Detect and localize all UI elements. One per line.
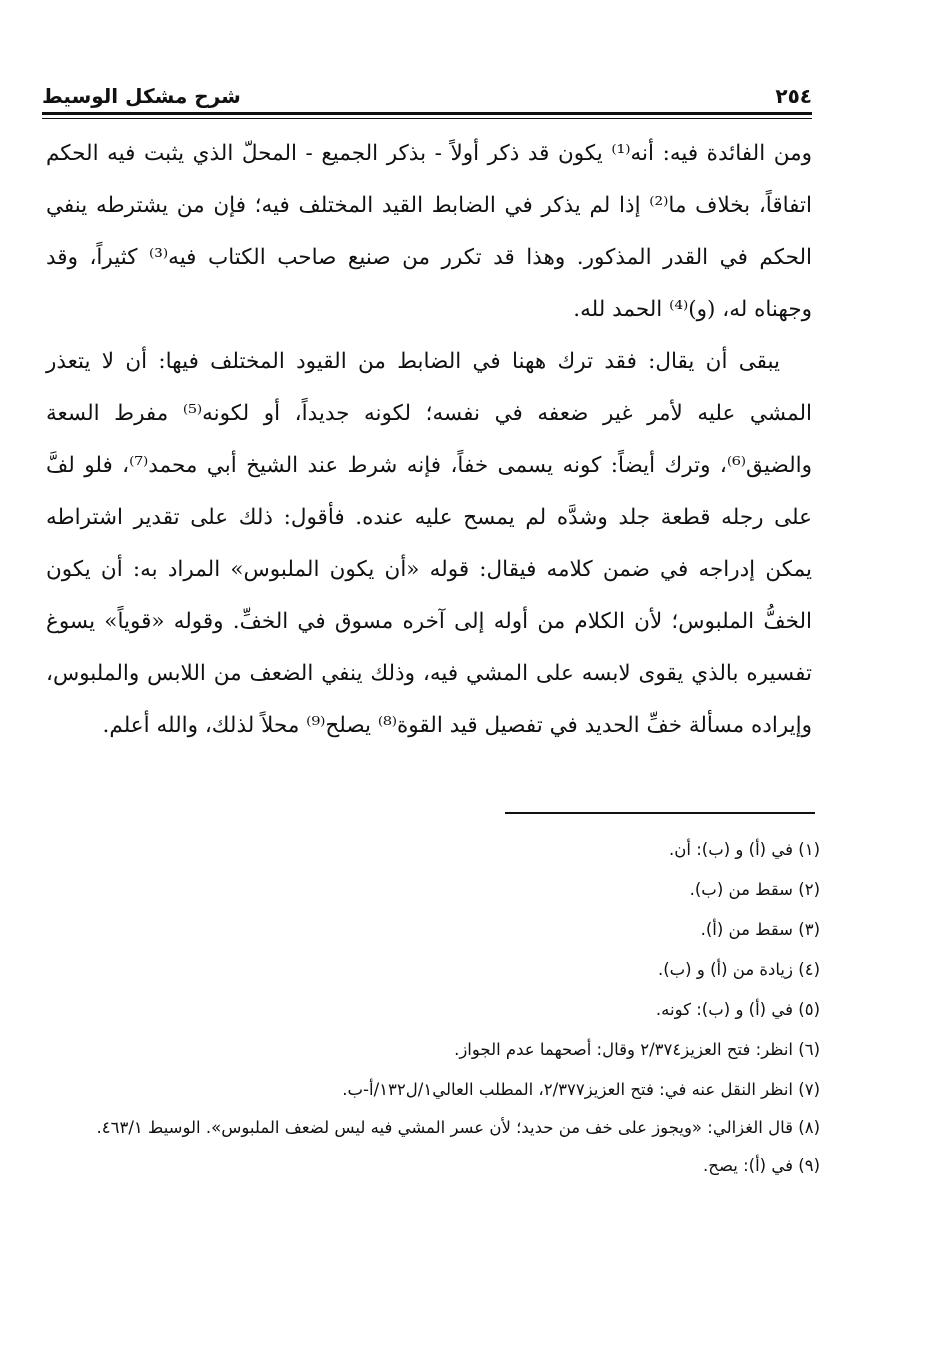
header-rule-thin xyxy=(42,118,812,119)
footnote-8: (٨) قال الغزالي: «ويجوز على خف من حديد؛ لأن عسر المشي فيه ليس لضعف الملبوس». الوسيط ٤٦٣/١. xyxy=(96,1118,820,1137)
paragraph-2: يبقى أن يقال: فقد ترك ههنا في الضابط من القيود المختلف فيها: أن لا يتعذر المشي عليه لأمر غير ضعفه في نفسه؛ لكونه جديداً، أو لكونه⁽⁵⁾ مفرط السعة والضيق⁽⁶⁾، وترك أيضاً: كونه يسمى خفاً، فإنه شرط عند الشيخ أبي محمد⁽⁷⁾، فلو لفَّ على رجله قطعة جلد وشدَّه لم يمسح عليه عنده. فأقول: ذلك على تقدير اشتراطه يمكن إدراجه في ضمن كلامه فيقال: قوله «أن يكون الملبوس» المراد به: أن يكون الخفُّ الملبوس؛ لأن الكلام من أوله إلى آخره مسوق في الخفِّ. وقوله «قوياً» يسوغ تفسيره بالذي يقوى لابسه على المشي فيه، وذلك ينفي الضعف من اللابس والملبوس، وإيراده مسألة خفِّ الحديد في تفصيل قيد القوة⁽⁸⁾ يصلح⁽⁹⁾ محلاً لذلك، والله أعلم. xyxy=(46,349,813,738)
footnote-4: (٤) زيادة من (أ) و (ب). xyxy=(657,960,820,979)
footnote-9: (٩) في (أ): يصح. xyxy=(703,1156,820,1175)
footnote-2: (٢) سقط من (ب). xyxy=(689,880,820,899)
header-rule-thick xyxy=(42,112,812,115)
footnote-6: (٦) انظر: فتح العزيز٢/٣٧٤ وقال: أصحهما عدم الجواز. xyxy=(454,1040,820,1059)
paragraph-1: ومن الفائدة فيه: أنه⁽¹⁾ يكون قد ذكر أولاً - بذكر الجميع - المحلّ الذي يثبت فيه الحكم اتفاقاً، بخلاف ما⁽²⁾ إذا لم يذكر في الضابط القيد المختلف فيه؛ فإن من يشترطه ينفي الحكم في القدر المذكور. وهذا قد تكرر من صنيع صاحب الكتاب فيه⁽³⁾ كثيراً، وقد وجهناه له، (و)⁽⁴⁾ الحمد لله. xyxy=(46,141,813,322)
main-text xyxy=(46,128,812,752)
footnote-5: (٥) في (أ) و (ب): كونه. xyxy=(655,1000,820,1019)
page-number: ٢٥٤ xyxy=(775,84,812,108)
running-title: شرح مشكل الوسيط xyxy=(42,84,241,108)
footnotes xyxy=(46,830,820,1186)
footnote-3: (٣) سقط من (أ). xyxy=(700,920,820,939)
footnote-separator xyxy=(505,812,815,814)
page-header xyxy=(42,76,812,110)
footnote-7: (٧) انظر النقل عنه في: فتح العزيز٢/٣٧٧، المطلب العالي١/ل١٣٢/أ-ب. xyxy=(342,1080,820,1099)
footnote-1: (١) في (أ) و (ب): أن. xyxy=(669,840,820,859)
